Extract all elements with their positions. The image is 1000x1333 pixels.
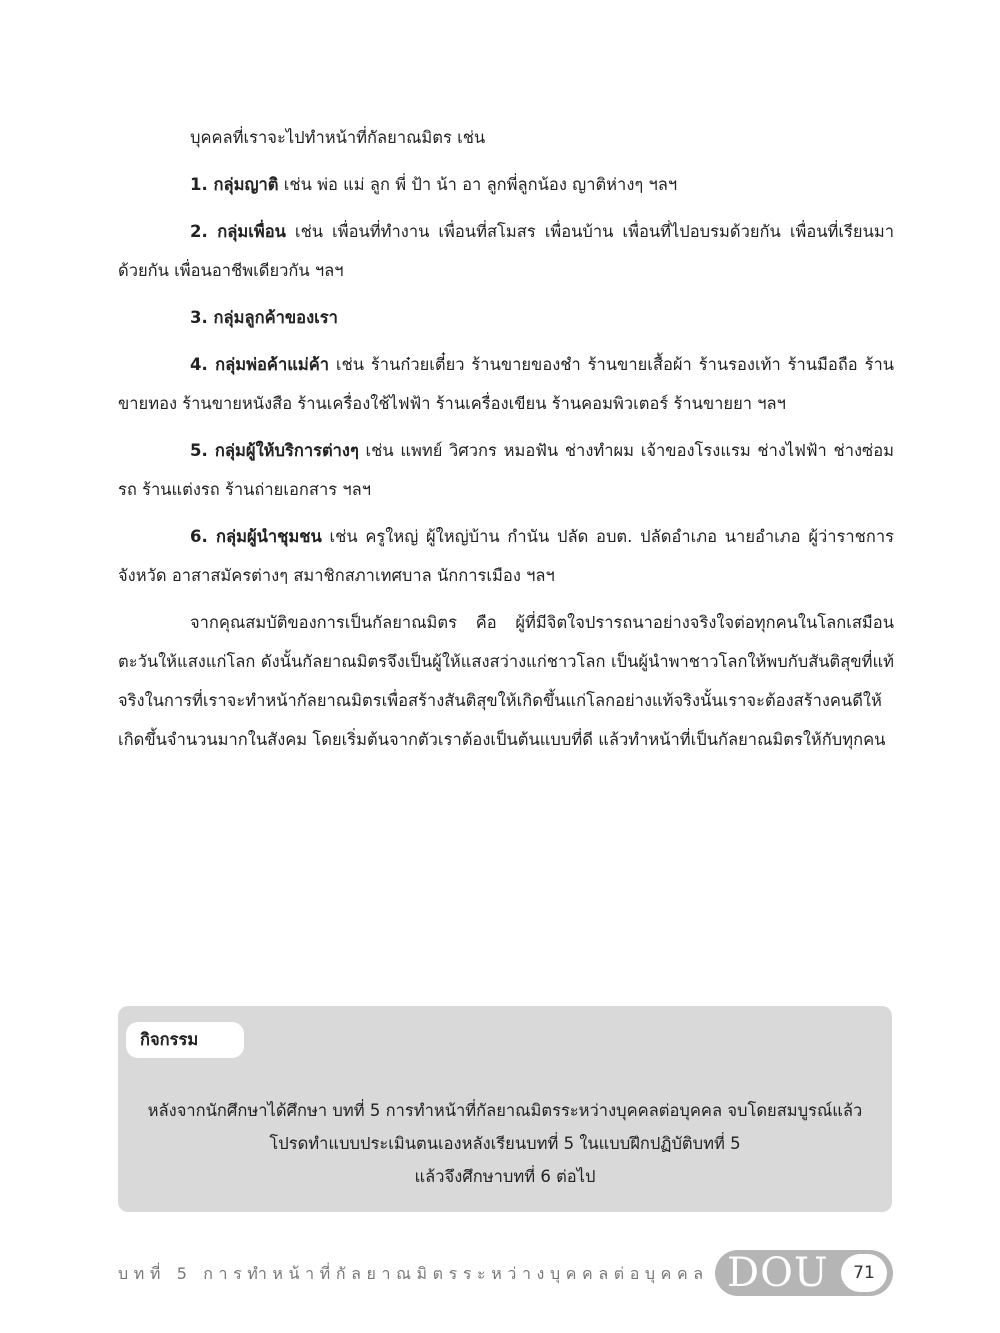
group-text: เช่น ร้านก๋วยเตี๋ยว ร้านขายของชำ ร้านขายเสื้อผ้า ร้านรองเท้า ร้านมือถือ ร้านขายทอง ร้านขายหนังสือ ร้านเครื่องใช้ไฟฟ้า ร้านเครื่องเขียน ร้านคอมพิวเตอร์ ร้านขายยา ฯลฯ [118, 355, 895, 413]
group-text: เช่น เพื่อนที่ทำงาน เพื่อนที่สโมสร เพื่อนบ้าน เพื่อนที่ไปอบรมด้วยกัน เพื่อนที่เรียนมาด้วยกัน เพื่อนอาชีพเดียวกัน ฯลฯ [118, 222, 894, 280]
group-item-6 [118, 517, 894, 595]
activity-heading: กิจกรรม [126, 1022, 244, 1058]
group-lead: 4. กลุ่มพ่อค้าแม่ค้า [190, 355, 330, 374]
conclusion-paragraph: จากคุณสมบัติของการเป็นกัลยาณมิตร คือ ผู้ที่มีจิตใจปรารถนาอย่างจริงใจต่อทุกคนในโลกเสมือนตะวันให้แสงแก่โลก ดังนั้นกัลยาณมิตรจึงเป็นผู้ให้แสงสว่างแก่ชาวโลก เป็นผู้นำพาชาวโลกให้พบกับสันติสุขที่แท้จริงในการที่เราจะทำหน้ากัลยาณมิตรเพื่อสร้างสันติสุขให้เกิดขึ้นแก่โลกอย่างแท้จริงนั้นเราจะต้องสร้างคนดีให้เกิดขึ้นจำนวนมากในสังคม โดยเริ่มต้นจากตัวเราต้องเป็นต้นแบบที่ดี แล้วทำหน้าที่เป็นกัลยาณมิตรให้กับทุกคน [118, 613, 894, 749]
group-lead: 3. กลุ่มลูกค้าของเรา [190, 308, 338, 327]
group-text: เช่น ครูใหญ่ ผู้ใหญ่บ้าน กำนัน ปลัด อบต. ปลัดอำเภอ นายอำเภอ ผู้ว่าราชการจังหวัด อาสาสมัครต่างๆ สมาชิกสภาเทศบาล นักการเมือง ฯลฯ [118, 527, 894, 585]
activity-instructions [118, 1094, 892, 1193]
group-item-5 [118, 431, 894, 509]
group-item-3 [118, 298, 894, 337]
group-item-1 [118, 165, 894, 204]
main-content [118, 118, 894, 759]
group-item-4 [118, 345, 894, 423]
dou-logo: DOU [727, 1250, 829, 1296]
activity-line: โปรดทำแบบประเมินตนเองหลังเรียนบทที่ 5 ในแบบฝึกปฏิบัติบทที่ 5 [269, 1134, 741, 1153]
group-item-2 [118, 212, 894, 290]
group-lead: 5. กลุ่มผู้ให้บริการต่างๆ [190, 441, 359, 460]
intro-paragraph: บุคคลที่เราจะไปทำหน้าที่กัลยาณมิตร เช่น [190, 128, 486, 147]
footer-chapter-title: บทที่ 5 การทำหน้าที่กัลยาณมิตรระหว่างบุคคลต่อบุคคล [118, 1264, 709, 1283]
activity-line: หลังจากนักศึกษาได้ศึกษา บทที่ 5 การทำหน้าที่กัลยาณมิตรระหว่างบุคคลต่อบุคคล จบโดยสมบูรณ์แล้ว [147, 1101, 863, 1120]
group-lead: 6. กลุ่มผู้นำชุมชน [190, 527, 322, 546]
activity-line: แล้วจึงศึกษาบทที่ 6 ต่อไป [414, 1167, 596, 1186]
group-text: เช่น พ่อ แม่ ลูก พี่ ป้า น้า อา ลูกพี่ลูกน้อง ญาติห่างๆ ฯลฯ [278, 175, 678, 194]
activity-box [118, 1006, 892, 1212]
group-lead: 1. กลุ่มญาติ [190, 175, 279, 194]
footer-badge [715, 1250, 893, 1296]
group-text: เช่น แพทย์ วิศวกร หมอฟัน ช่างทำผม เจ้าของโรงแรม ช่างไฟฟ้า ช่างซ่อมรถ ร้านแต่งรถ ร้านถ่ายเอกสาร ฯลฯ [118, 441, 894, 499]
page-number: 71 [841, 1254, 887, 1292]
group-lead: 2. กลุ่มเพื่อน [190, 222, 286, 241]
